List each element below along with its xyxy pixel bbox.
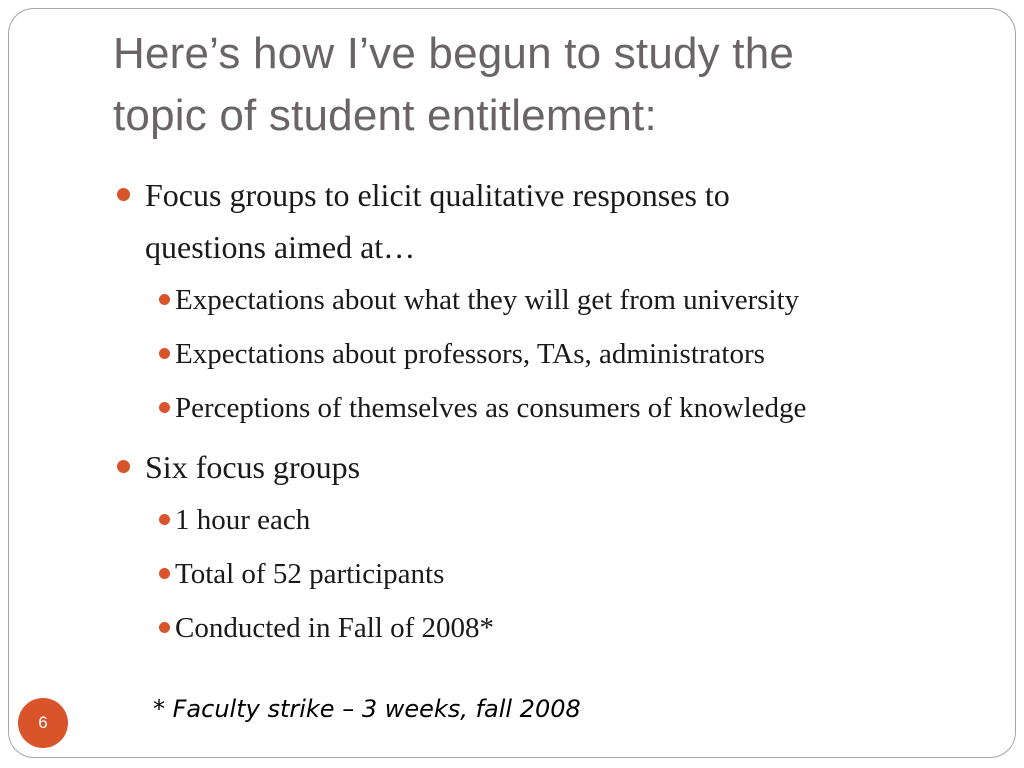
slide — [8, 8, 1016, 758]
bullet-list — [115, 169, 995, 655]
subbullet-text: Expectations about professors, TAs, administrators — [175, 338, 765, 370]
subbullet-perceptions-consumers — [115, 381, 995, 435]
bullet-text-line-1: Focus groups to elicit qualitative responses to — [145, 177, 730, 213]
subbullet-expectations-university — [115, 273, 995, 327]
bullet-focus-groups — [115, 169, 995, 273]
bullet-six-focus-groups — [115, 441, 995, 493]
bullet-dot-icon — [159, 402, 170, 413]
bullet-text-line-2: questions aimed at… — [145, 229, 416, 265]
slide-title — [113, 23, 993, 147]
bullet-dot-icon — [117, 188, 130, 201]
page-number-badge: 6 — [18, 698, 68, 748]
footnote: * Faculty strike – 3 weeks, fall 2008 — [153, 695, 581, 723]
bullet-text: Six focus groups — [145, 449, 361, 485]
subbullet-text: Expectations about what they will get from university — [175, 284, 800, 316]
bullet-dot-icon — [159, 348, 170, 359]
subbullet-one-hour — [115, 493, 995, 547]
bullet-dot-icon — [117, 460, 130, 473]
subbullet-expectations-professors — [115, 327, 995, 381]
subbullet-text: Conducted in Fall of 2008* — [175, 612, 494, 644]
slide-title-line-2: topic of student entitlement: — [113, 91, 657, 140]
subbullet-text: Perceptions of themselves as consumers of knowledge — [175, 392, 807, 424]
bullet-dot-icon — [159, 568, 170, 579]
slide-title-line-1: Here’s how I’ve begun to study the — [113, 29, 795, 78]
subbullet-participants — [115, 547, 995, 601]
bullet-dot-icon — [159, 294, 170, 305]
bullet-dot-icon — [159, 514, 170, 525]
subbullet-text: Total of 52 participants — [175, 558, 445, 590]
bullet-dot-icon — [159, 622, 170, 633]
subbullet-conducted — [115, 601, 995, 655]
subbullet-text: 1 hour each — [175, 504, 311, 536]
